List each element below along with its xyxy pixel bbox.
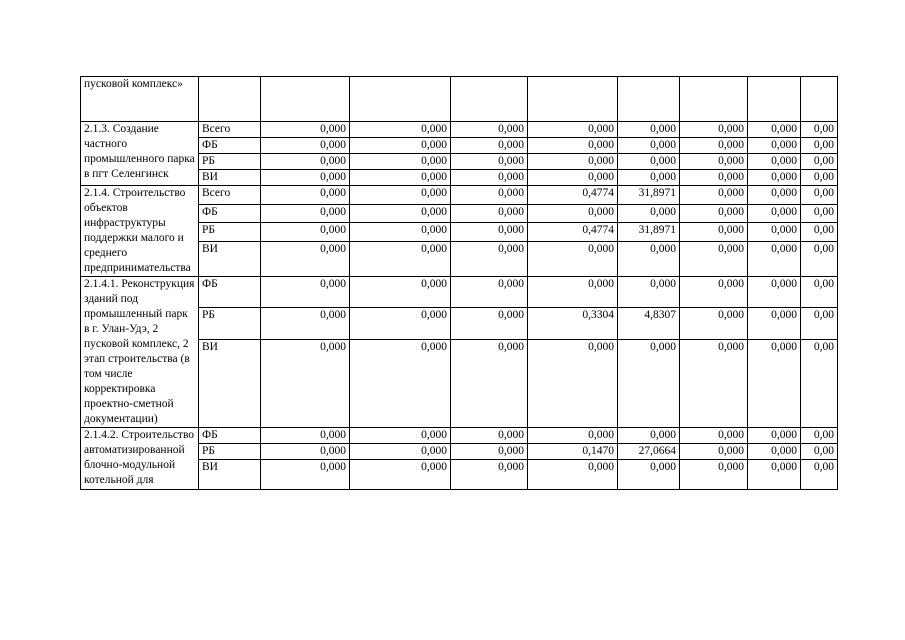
value-cell: 0,000 — [748, 460, 801, 490]
value-cell: 0,000 — [618, 460, 680, 490]
value-cell: 0,000 — [680, 444, 748, 460]
value-cell: 0,000 — [748, 428, 801, 444]
value-cell: 0,000 — [528, 428, 618, 444]
value-cell: 0,000 — [350, 339, 451, 427]
source-label-cell: ВИ — [199, 170, 261, 186]
value-cell: 0,000 — [680, 186, 748, 205]
value-cell: 0,000 — [748, 308, 801, 339]
value-cell: 0,00 — [801, 204, 838, 223]
value-cell: 0,000 — [528, 170, 618, 186]
value-cell — [261, 77, 350, 122]
value-cell: 0,000 — [680, 428, 748, 444]
value-cell: 0,000 — [451, 170, 528, 186]
value-cell — [680, 77, 748, 122]
value-cell: 0,000 — [680, 308, 748, 339]
value-cell: 0,000 — [680, 170, 748, 186]
source-label-cell: ВИ — [199, 460, 261, 490]
value-cell: 0,000 — [748, 241, 801, 276]
value-cell: 0,000 — [528, 460, 618, 490]
value-cell: 0,000 — [261, 170, 350, 186]
value-cell: 4,8307 — [618, 308, 680, 339]
value-cell: 0,000 — [748, 223, 801, 242]
value-cell: 0,000 — [261, 277, 350, 308]
value-cell: 0,00 — [801, 444, 838, 460]
value-cell: 0,000 — [350, 223, 451, 242]
row-name-cell: пусковой комплекс» — [81, 77, 199, 122]
value-cell: 0,000 — [261, 204, 350, 223]
row-name-cell: 2.1.4. Строительство объектов инфраструктуры поддержки малого и среднего предпринимательства — [81, 186, 199, 277]
source-label-cell: РБ — [199, 444, 261, 460]
value-cell: 0,000 — [680, 241, 748, 276]
value-cell: 0,000 — [748, 444, 801, 460]
value-cell: 0,4774 — [528, 223, 618, 242]
value-cell: 0,000 — [451, 138, 528, 154]
value-cell: 0,000 — [748, 277, 801, 308]
value-cell: 0,000 — [350, 204, 451, 223]
table-row — [81, 77, 838, 122]
value-cell: 31,8971 — [618, 186, 680, 205]
value-cell: 0,000 — [680, 122, 748, 138]
value-cell — [350, 77, 451, 122]
value-cell: 0,00 — [801, 241, 838, 276]
value-cell: 0,000 — [350, 428, 451, 444]
value-cell: 0,00 — [801, 277, 838, 308]
value-cell: 0,00 — [801, 223, 838, 242]
value-cell: 0,4774 — [528, 186, 618, 205]
value-cell: 0,00 — [801, 138, 838, 154]
value-cell: 0,000 — [451, 308, 528, 339]
source-label-cell: Всего — [199, 122, 261, 138]
value-cell: 0,000 — [261, 122, 350, 138]
source-label-cell: ВИ — [199, 241, 261, 276]
value-cell — [528, 77, 618, 122]
value-cell: 0,000 — [680, 460, 748, 490]
source-label-cell — [199, 77, 261, 122]
value-cell: 0,000 — [618, 122, 680, 138]
source-label-cell: ВИ — [199, 339, 261, 427]
value-cell: 0,00 — [801, 460, 838, 490]
value-cell: 0,000 — [451, 122, 528, 138]
value-cell — [748, 77, 801, 122]
value-cell: 0,000 — [618, 154, 680, 170]
value-cell: 0,000 — [350, 186, 451, 205]
table-body — [81, 77, 838, 490]
value-cell: 0,000 — [680, 154, 748, 170]
value-cell: 0,000 — [528, 339, 618, 427]
value-cell: 0,00 — [801, 308, 838, 339]
value-cell: 0,000 — [618, 138, 680, 154]
value-cell: 0,1470 — [528, 444, 618, 460]
source-label-cell: ФБ — [199, 138, 261, 154]
value-cell: 0,000 — [350, 138, 451, 154]
source-label-cell: Всего — [199, 186, 261, 205]
value-cell: 0,000 — [451, 154, 528, 170]
value-cell: 0,000 — [451, 241, 528, 276]
value-cell: 0,000 — [748, 170, 801, 186]
value-cell: 0,000 — [350, 154, 451, 170]
value-cell: 0,000 — [350, 444, 451, 460]
value-cell: 0,000 — [451, 223, 528, 242]
source-label-cell: РБ — [199, 308, 261, 339]
value-cell: 0,000 — [451, 428, 528, 444]
value-cell: 27,0664 — [618, 444, 680, 460]
value-cell: 31,8971 — [618, 223, 680, 242]
value-cell: 0,000 — [748, 204, 801, 223]
row-name-cell: 2.1.3. Создание частного промышленного парка в пгт Селенгинск — [81, 122, 199, 186]
value-cell: 0,000 — [261, 138, 350, 154]
value-cell: 0,000 — [451, 204, 528, 223]
value-cell: 0,3304 — [528, 308, 618, 339]
value-cell: 0,000 — [748, 186, 801, 205]
value-cell: 0,000 — [528, 277, 618, 308]
value-cell: 0,000 — [528, 138, 618, 154]
value-cell: 0,000 — [451, 460, 528, 490]
budget-table — [80, 76, 838, 490]
value-cell: 0,000 — [618, 339, 680, 427]
source-label-cell: ФБ — [199, 277, 261, 308]
value-cell: 0,000 — [261, 444, 350, 460]
value-cell: 0,00 — [801, 170, 838, 186]
value-cell: 0,000 — [261, 154, 350, 170]
value-cell: 0,000 — [618, 241, 680, 276]
table-row — [81, 186, 838, 205]
value-cell: 0,000 — [680, 223, 748, 242]
value-cell: 0,000 — [350, 122, 451, 138]
value-cell: 0,000 — [618, 170, 680, 186]
value-cell: 0,000 — [680, 339, 748, 427]
value-cell: 0,00 — [801, 428, 838, 444]
value-cell: 0,000 — [618, 277, 680, 308]
value-cell: 0,00 — [801, 186, 838, 205]
source-label-cell: ФБ — [199, 428, 261, 444]
value-cell: 0,000 — [748, 339, 801, 427]
value-cell: 0,000 — [261, 241, 350, 276]
value-cell: 0,000 — [350, 277, 451, 308]
value-cell — [451, 77, 528, 122]
value-cell: 0,00 — [801, 339, 838, 427]
value-cell: 0,000 — [261, 308, 350, 339]
table-row — [81, 122, 838, 138]
row-name-cell: 2.1.4.1. Реконструкция зданий под промышленный парк в г. Улан-Удэ, 2 пусковой комплекс, 2 этап строительства (в том числе корректировка проектно-сметной документации) — [81, 277, 199, 428]
value-cell: 0,000 — [261, 428, 350, 444]
value-cell: 0,000 — [261, 186, 350, 205]
value-cell: 0,000 — [618, 204, 680, 223]
value-cell: 0,000 — [528, 154, 618, 170]
value-cell: 0,000 — [680, 138, 748, 154]
value-cell: 0,000 — [528, 204, 618, 223]
value-cell: 0,000 — [350, 241, 451, 276]
value-cell: 0,00 — [801, 122, 838, 138]
value-cell: 0,000 — [451, 444, 528, 460]
value-cell: 0,000 — [350, 170, 451, 186]
source-label-cell: РБ — [199, 154, 261, 170]
value-cell: 0,000 — [528, 241, 618, 276]
table-row — [81, 277, 838, 308]
value-cell: 0,000 — [451, 339, 528, 427]
value-cell: 0,000 — [451, 186, 528, 205]
value-cell: 0,000 — [350, 460, 451, 490]
value-cell: 0,000 — [680, 204, 748, 223]
value-cell: 0,000 — [528, 122, 618, 138]
value-cell: 0,000 — [261, 339, 350, 427]
value-cell — [618, 77, 680, 122]
value-cell: 0,000 — [261, 223, 350, 242]
value-cell: 0,000 — [261, 460, 350, 490]
table-row — [81, 428, 838, 444]
value-cell: 0,000 — [748, 154, 801, 170]
source-label-cell: ФБ — [199, 204, 261, 223]
value-cell: 0,000 — [748, 122, 801, 138]
value-cell: 0,000 — [748, 138, 801, 154]
row-name-cell: 2.1.4.2. Строительство автоматизированной блочно-модульной котельной для — [81, 428, 199, 490]
value-cell: 0,000 — [680, 277, 748, 308]
value-cell: 0,000 — [618, 428, 680, 444]
value-cell: 0,000 — [350, 308, 451, 339]
value-cell: 0,000 — [451, 277, 528, 308]
value-cell: 0,00 — [801, 154, 838, 170]
source-label-cell: РБ — [199, 223, 261, 242]
value-cell — [801, 77, 838, 122]
